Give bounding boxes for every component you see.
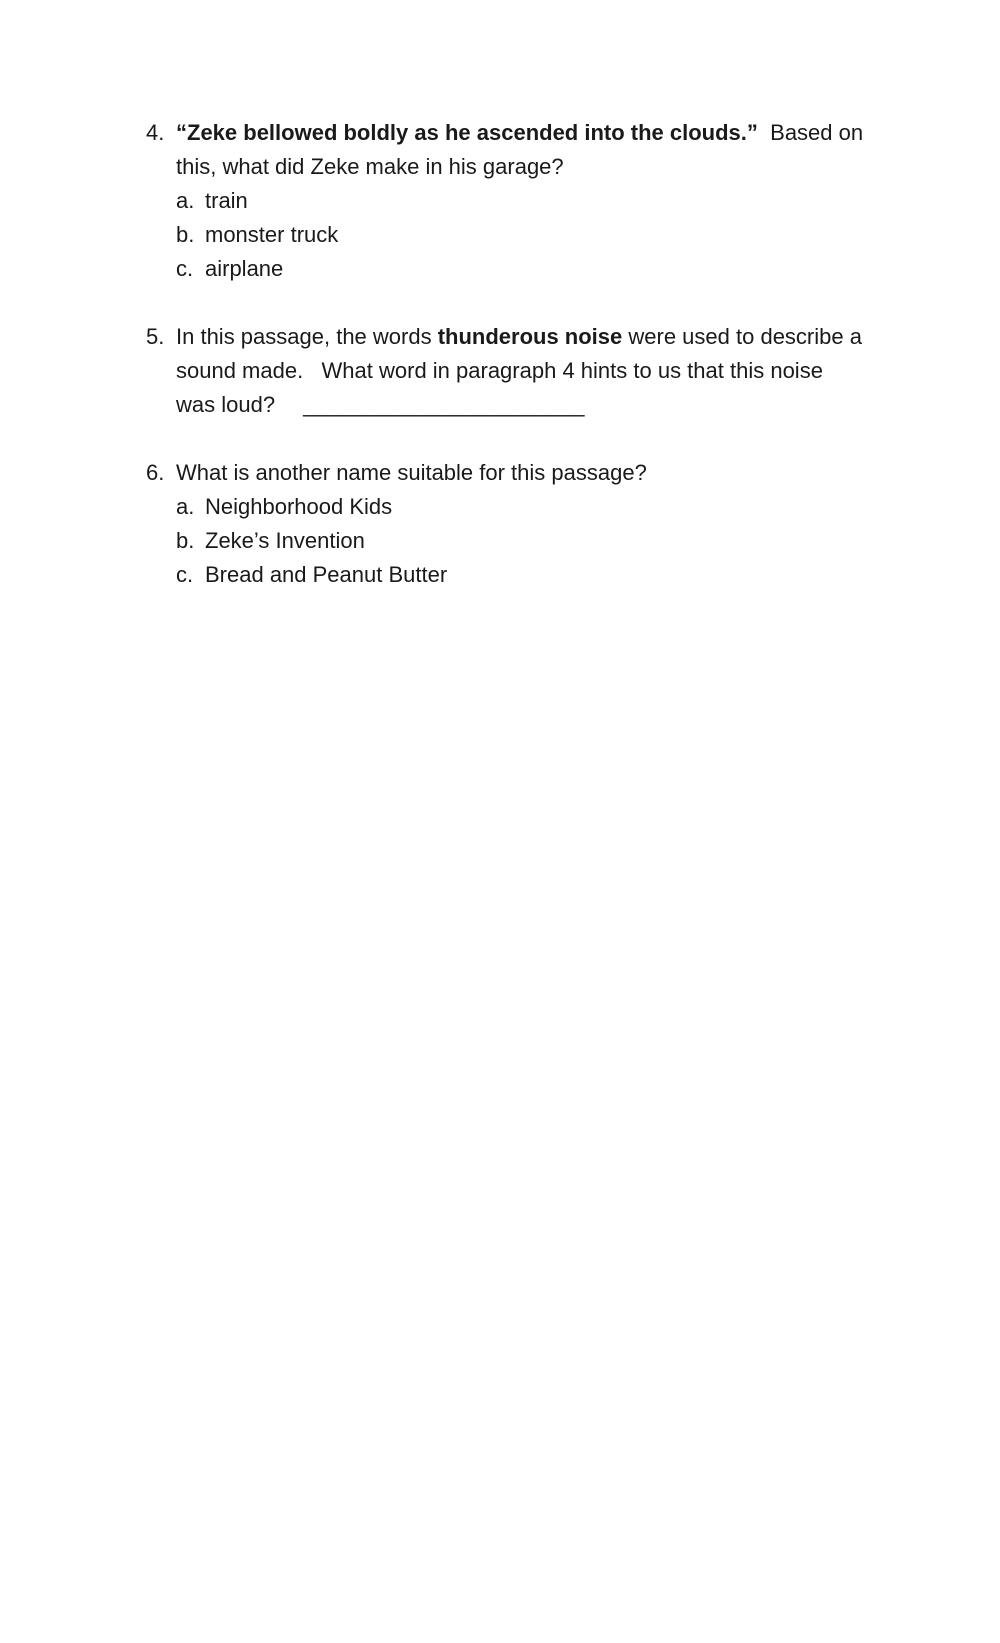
option-text: Zeke’s Invention <box>205 528 365 553</box>
answer-option-a[interactable] <box>176 490 866 524</box>
option-text: Neighborhood Kids <box>205 494 393 519</box>
question-number: 4. <box>146 120 165 145</box>
answer-option-a[interactable] <box>176 184 866 218</box>
question-number: 5. <box>146 324 165 349</box>
question-text <box>176 320 869 422</box>
question-quote: “Zeke bellowed boldly as he ascended into the clouds.” <box>176 120 758 145</box>
question-text: What is another name suitable for this passage? <box>176 460 647 485</box>
option-letter: a. <box>176 494 195 519</box>
question-text <box>176 116 866 184</box>
option-letter: c. <box>176 256 194 281</box>
option-letter: a. <box>176 188 195 213</box>
question-prompt: Based on this, what did Zeke make in his garage? <box>176 120 864 179</box>
question-4 <box>146 116 866 286</box>
question-5 <box>146 320 869 422</box>
question-6 <box>146 456 866 592</box>
option-text: train <box>205 188 248 213</box>
option-text: Bread and Peanut Butter <box>205 562 448 587</box>
question-prompt-start: In this passage, the words <box>176 324 438 349</box>
question-key-phrase: thunderous noise <box>437 324 623 349</box>
question-prompt-end: were used to describe a sound made. What word in paragraph 4 hints to us that this noise was loud? <box>176 324 869 417</box>
answer-options <box>176 184 866 286</box>
option-text: airplane <box>205 256 284 281</box>
question-list <box>146 116 869 626</box>
option-letter: b. <box>176 222 195 247</box>
answer-option-b[interactable] <box>176 524 866 558</box>
option-letter: c. <box>176 562 194 587</box>
option-letter: b. <box>176 528 195 553</box>
answer-option-c[interactable] <box>176 558 866 592</box>
answer-blank[interactable]: _______________________ <box>303 392 585 417</box>
question-number: 6. <box>146 460 165 485</box>
answer-option-c[interactable] <box>176 252 866 286</box>
answer-option-b[interactable] <box>176 218 866 252</box>
option-text: monster truck <box>205 222 339 247</box>
answer-options <box>176 490 866 592</box>
